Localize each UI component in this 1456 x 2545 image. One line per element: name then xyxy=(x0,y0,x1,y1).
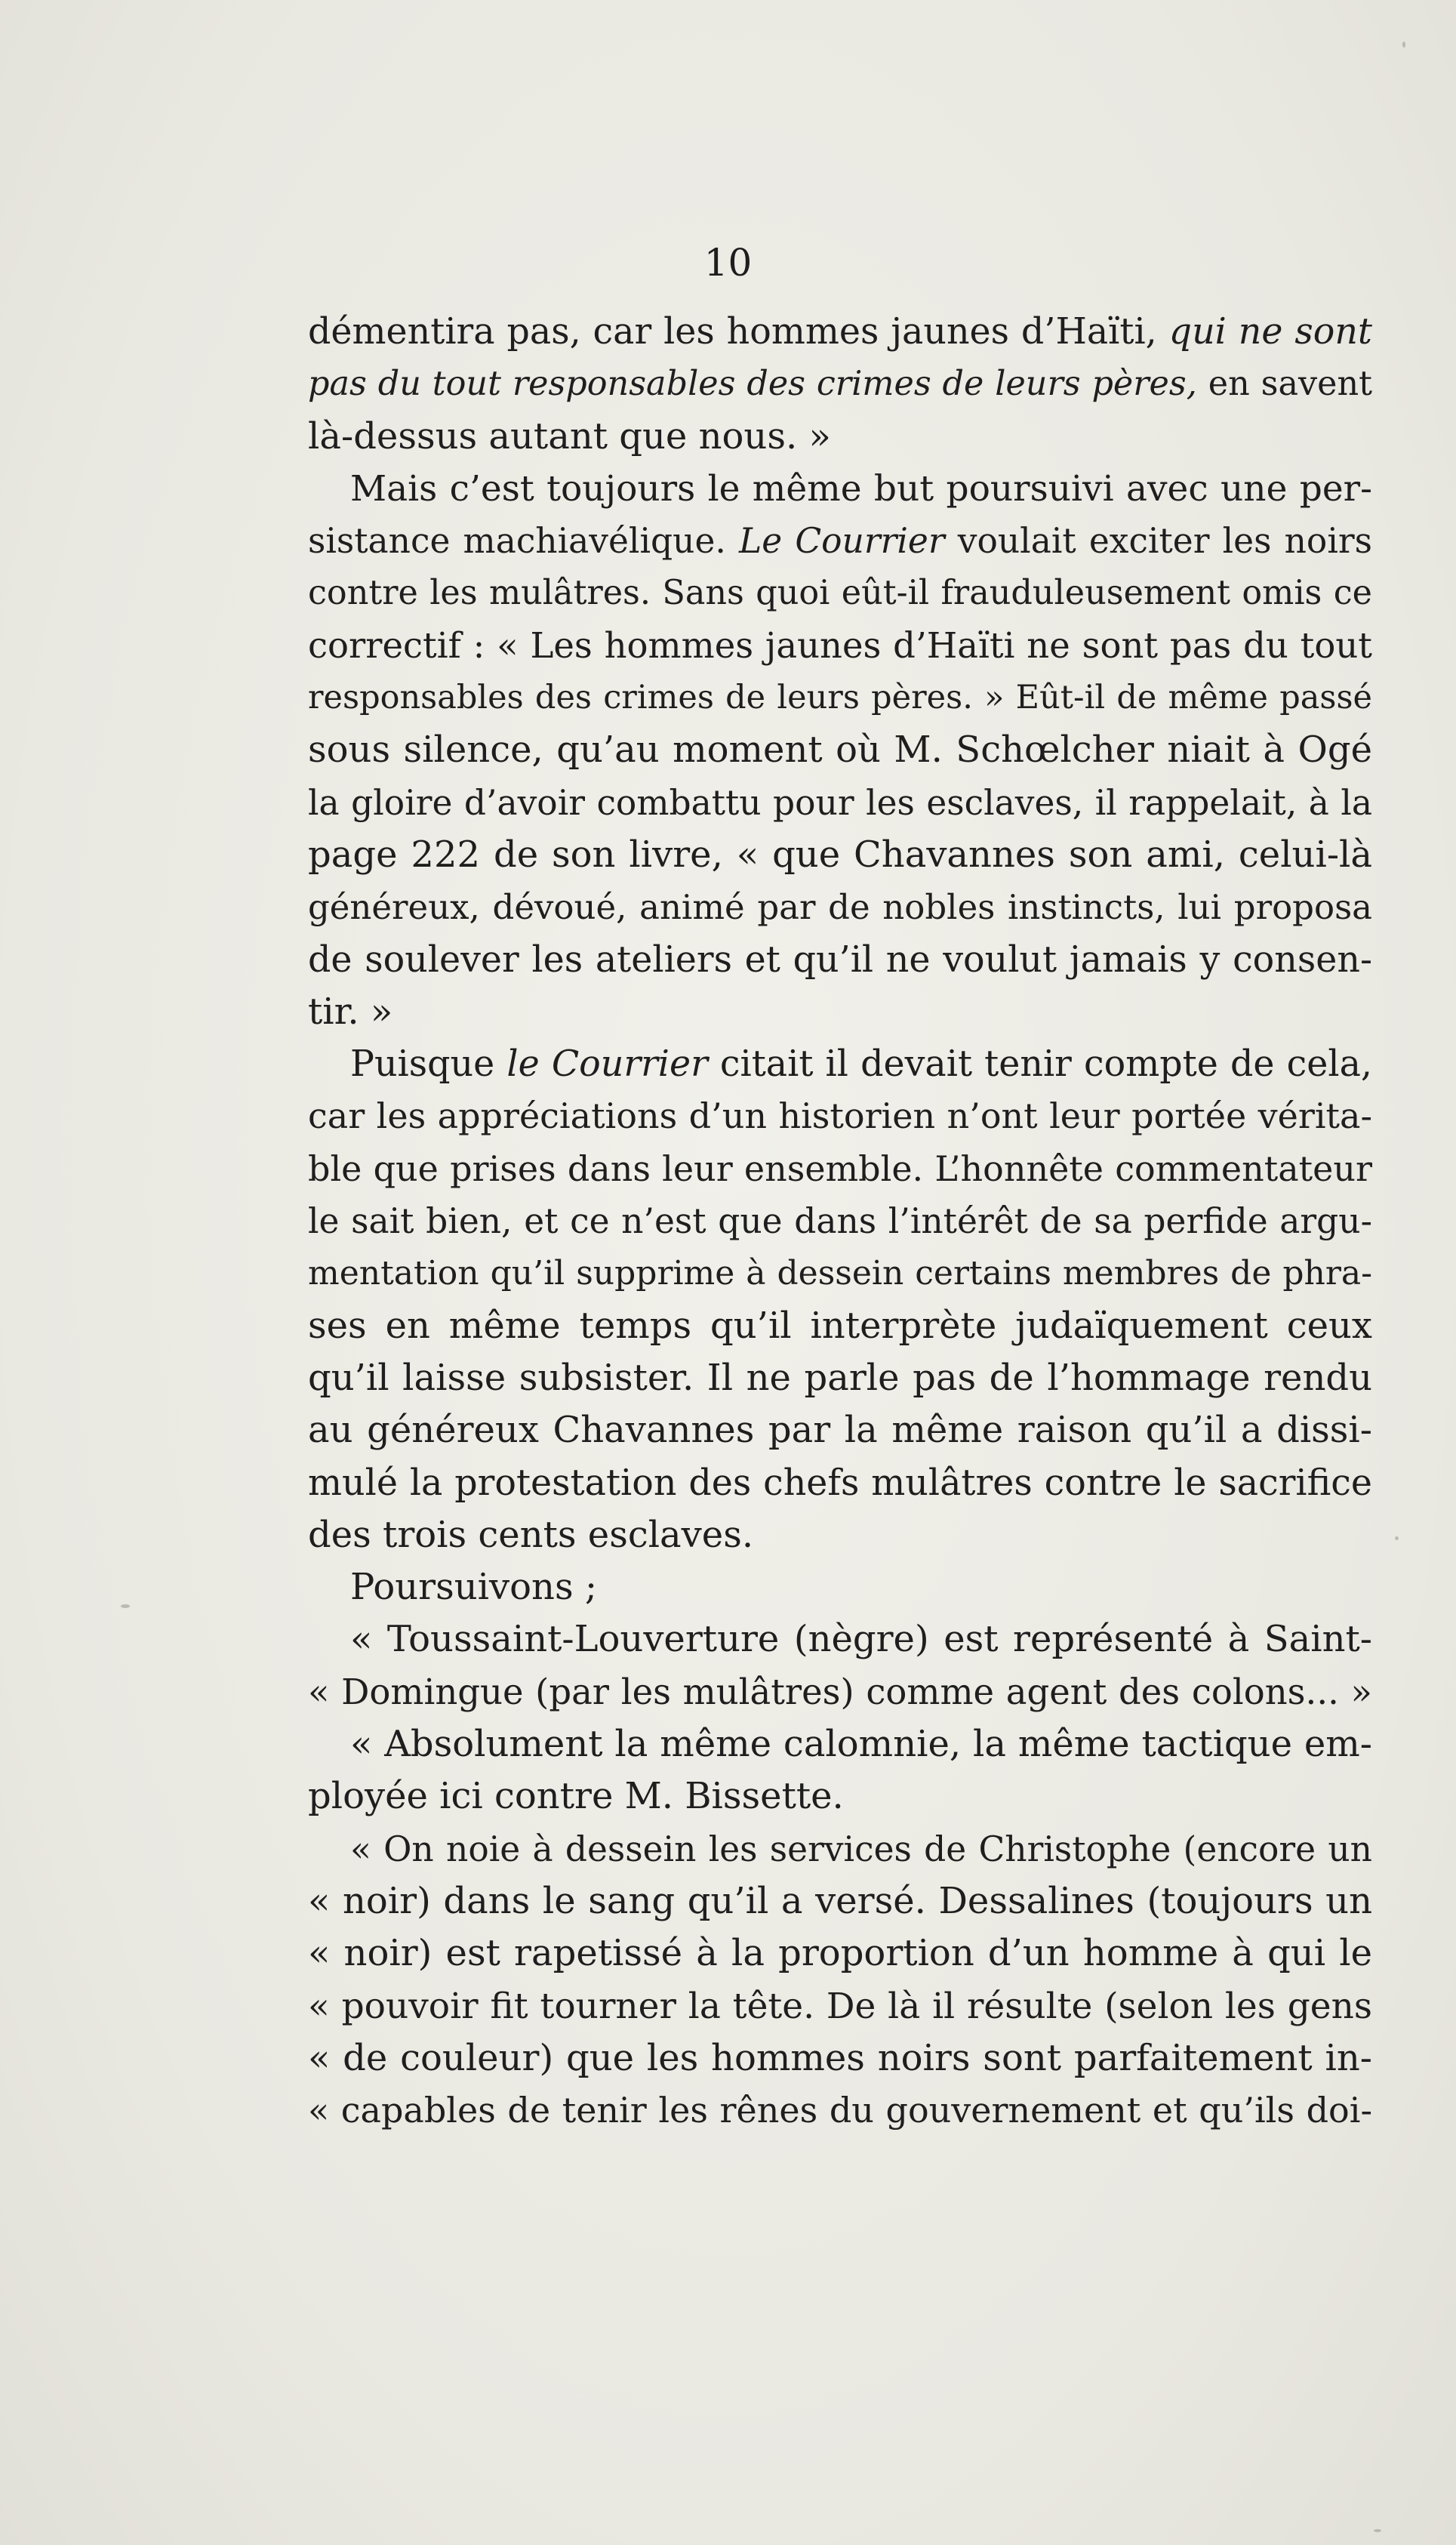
paper-speck xyxy=(121,1604,130,1608)
italic-segment: qui ne sont xyxy=(1168,311,1372,353)
text-line xyxy=(308,934,1372,986)
text-line xyxy=(308,411,1372,463)
text-segment: citait il devait tenir compte de cela, xyxy=(707,1043,1372,1086)
text-line xyxy=(308,306,1372,358)
text-line xyxy=(308,1927,1372,1980)
text-segment: là-dessus autant que nous. » xyxy=(308,414,831,458)
italic-segment: Le Courrier xyxy=(739,521,945,562)
text-line xyxy=(308,881,1372,933)
text-segment: « Toussaint-Louverture (nègre) est représenté à Saint- xyxy=(350,1618,1372,1661)
text-line xyxy=(308,1143,1372,1195)
text-line xyxy=(308,2084,1372,2137)
body-text xyxy=(308,306,1372,2137)
text-line xyxy=(308,986,1372,1038)
text-segment: car les appréciations d’un historien n’ont leur portée vérita- xyxy=(308,1095,1372,1137)
text-segment: « Absolument la même calomnie, la même tactique em- xyxy=(350,1723,1372,1766)
text-segment: « de couleur) que les hommes noirs sont parfaitement in- xyxy=(308,2036,1372,2079)
paper-speck xyxy=(1374,2529,1381,2532)
text-line xyxy=(308,1718,1372,1770)
text-segment: sistance machiavélique. xyxy=(308,521,740,562)
text-line xyxy=(308,1038,1372,1090)
text-segment: ployée ici contre M. Bissette. xyxy=(308,1775,844,1818)
text-line xyxy=(308,1613,1372,1665)
text-line xyxy=(308,358,1372,410)
text-segment: « noir) dans le sang qu’il a versé. Dessalines (toujours un xyxy=(308,1879,1372,1922)
text-line xyxy=(308,1823,1372,1875)
text-segment: « pouvoir fit tourner la tête. De là il résulte (selon les gens xyxy=(308,1985,1372,2027)
text-line xyxy=(308,1090,1372,1142)
italic-segment: pas du tout responsables des crimes de leurs pères, xyxy=(308,365,1197,404)
text-segment: contre les mulâtres. Sans quoi eût-il frauduleusement omis ce xyxy=(308,574,1372,613)
text-segment: Mais c’est toujours le même but poursuivi avec une per- xyxy=(350,467,1372,510)
text-segment: « Domingue (par les mulâtres) comme agent des colons... » xyxy=(308,1671,1372,1712)
text-line xyxy=(308,1980,1372,2032)
italic-segment: le Courrier xyxy=(506,1043,708,1086)
text-line xyxy=(308,1352,1372,1404)
text-segment: des trois cents esclaves. xyxy=(308,1513,754,1556)
text-line xyxy=(308,1770,1372,1822)
text-segment: Puisque xyxy=(350,1043,507,1086)
text-line xyxy=(308,567,1372,619)
text-line xyxy=(308,777,1372,829)
text-segment: tir. » xyxy=(308,990,393,1033)
text-segment: mentation qu’il supprime à dessein certains membres de phra- xyxy=(308,1254,1372,1293)
text-segment: Poursuivons ; xyxy=(350,1566,597,1609)
paper-speck xyxy=(1395,1536,1399,1540)
text-segment: page 222 de son livre, « que Chavannes son ami, celui-là xyxy=(308,833,1372,876)
text-line xyxy=(308,2032,1372,2084)
text-segment: sous silence, qu’au moment où M. Schœlcher niait à Ogé xyxy=(308,729,1372,772)
text-segment: au généreux Chavannes par la même raison qu’il a dissi- xyxy=(308,1409,1372,1452)
text-line xyxy=(308,1561,1372,1613)
text-line xyxy=(308,1247,1372,1299)
text-line xyxy=(308,1300,1372,1352)
text-segment: correctif : « Les hommes jaunes d’Haïti ne sont pas du tout xyxy=(308,624,1372,666)
text-line xyxy=(308,724,1372,776)
text-segment: démentira pas, car les hommes jaunes d’Haïti, xyxy=(308,311,1169,353)
text-segment: responsables des crimes de leurs pères. » Eût-il de même passé xyxy=(308,679,1372,717)
text-segment: le sait bien, et ce n’est que dans l’intérêt de sa perfide argu- xyxy=(308,1201,1372,1242)
text-line xyxy=(308,1195,1372,1247)
text-segment: voulait exciter les noirs xyxy=(944,521,1372,562)
page-number: 10 xyxy=(703,241,753,285)
text-segment: la gloire d’avoir combattu pour les esclaves, il rappelait, à la xyxy=(308,782,1372,823)
text-segment: « capables de tenir les rênes du gouvernement et qu’ils doi- xyxy=(308,2090,1372,2131)
text-line xyxy=(308,1404,1372,1456)
text-line xyxy=(308,1457,1372,1509)
text-line xyxy=(308,672,1372,724)
paper-speck xyxy=(1402,42,1405,48)
text-line xyxy=(308,620,1372,672)
text-line xyxy=(308,829,1372,881)
text-segment: « On noie à dessein les services de Christophe (encore un xyxy=(350,1829,1372,1869)
text-segment: généreux, dévoué, animé par de nobles instincts, lui proposa xyxy=(308,887,1372,928)
text-segment: en savent xyxy=(1196,365,1372,404)
text-line xyxy=(308,1509,1372,1561)
text-segment: ble que prises dans leur ensemble. L’honnête commentateur xyxy=(308,1148,1372,1189)
text-segment: qu’il laisse subsister. Il ne parle pas de l’hommage rendu xyxy=(308,1356,1372,1399)
text-segment: mulé la protestation des chefs mulâtres contre le sacrifice xyxy=(308,1462,1372,1504)
text-line xyxy=(308,1875,1372,1927)
text-line xyxy=(308,1666,1372,1718)
text-line xyxy=(308,515,1372,567)
text-segment: ses en même temps qu’il interprète judaïquement ceux xyxy=(308,1304,1372,1347)
text-line xyxy=(308,463,1372,515)
text-segment: de soulever les ateliers et qu’il ne voulut jamais y consen- xyxy=(308,938,1372,981)
text-segment: « noir) est rapetissé à la proportion d’un homme à qui le xyxy=(308,1932,1372,1975)
